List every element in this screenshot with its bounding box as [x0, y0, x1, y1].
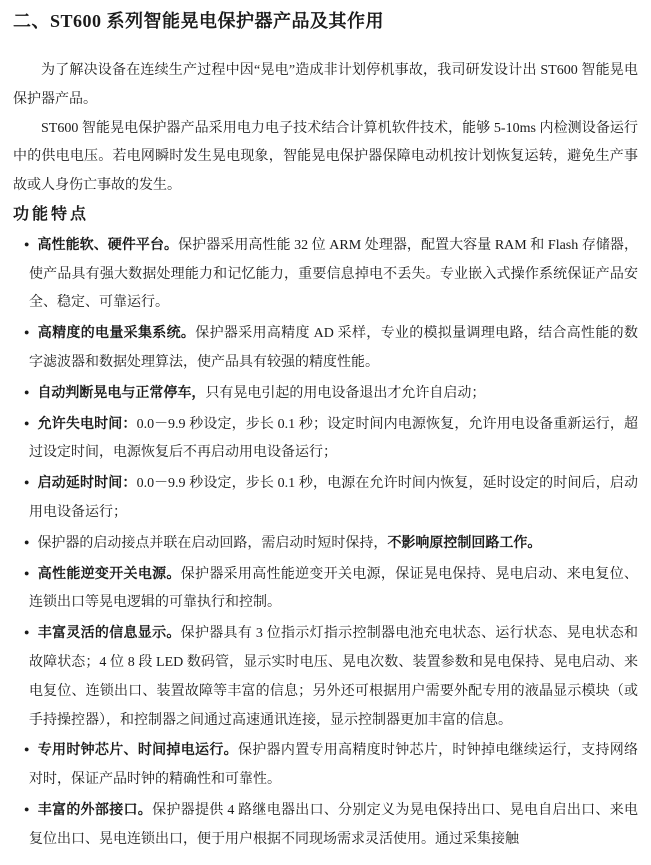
feature-body-text: 只有晃电引起的用电设备退出才允许自启动； — [205, 385, 486, 401]
feature-lead-text: 不影响原控制回路工作。 — [387, 535, 542, 551]
intro-paragraph-1: 为了解决设备在连续生产过程中因“晃电”造成非计划停机事故，我司研发设计出 ST600 智能晃电保护器产品。 — [13, 63, 638, 107]
feature-body-text: 0.0－9.9 秒设定，步长 0.1 秒；设定时间内电源恢复，允许用电设备重新运行，超过设定时间，电源恢复后不再启动用电设备运行； — [29, 416, 639, 461]
feature-item — [24, 618, 639, 735]
bullet-icon: ● — [24, 327, 30, 338]
intro-paragraph-2: ST600 智能晃电保护器产品采用电力电子技术结合计算机软件技术，能够 5-10ms 内检测设备运行中的供电电压。若电网瞬时发生晃电现象，智能晃电保护器保障电动机按计划恢复运转，避免生产事故或人身伤亡事故的发生。 — [13, 120, 638, 194]
feature-lead-text: 丰富灵活的信息显示。 — [37, 626, 181, 642]
bullet-icon: ● — [24, 744, 30, 755]
feature-item — [24, 795, 639, 855]
feature-lead-text: 丰富的外部接口。 — [37, 802, 153, 818]
bullet-icon: ● — [24, 238, 30, 249]
feature-item — [24, 318, 638, 378]
feature-body-text: 保护器提供 4 路继电器出口、分别定义为晃电保持出口、晃电自启出口、来电复位出口、晃电连锁出口，便于用户根据不同现场需求灵活使用。通过采集接触 — [29, 802, 639, 847]
feature-lead-text: 高性能软、硬件平台。 — [37, 237, 179, 253]
feature-item — [24, 528, 638, 559]
section-heading-features: 功能特点 — [13, 205, 90, 223]
feature-body-text: 保护器采用高精度 AD 采样，专业的模拟量调理电路，结合高性能的数字滤波器和数据处理算法，使产品具有较强的精度性能。 — [29, 326, 638, 370]
feature-body-text: 保护器采用高性能逆变开关电源，保证晃电保持、晃电启动、来电复位、连锁出口等晃电逻辑的可靠执行和控制。 — [29, 566, 639, 611]
feature-lead-text: 自动判断晃电与正常停车， — [37, 385, 206, 401]
bullet-icon: ● — [24, 477, 30, 488]
feature-item — [24, 409, 639, 469]
feature-body-text: 保护器采用高性能 32 位 ARM 处理器，配置大容量 RAM 和 Flash 存储器，使产品具有强大数据处理能力和记忆能力，重要信息掉电不丢失。专业嵌入式操作系统保证产品安全、稳定、可靠运行。 — [29, 237, 638, 311]
feature-lead-text: 专用时钟芯片、时间掉电运行。 — [37, 743, 238, 759]
bullet-icon: ● — [24, 536, 30, 547]
feature-body-text: 保护器具有 3 位指示灯指示控制器电池充电状态、运行状态、晃电状态和故障状态；4 位 8 段 LED 数码管，显示实时电压、晃电次数、装置参数和晃电保持、晃电启动、来电复位、连锁出口、装置故障等丰富的信息；另外还可根据用户需要外配专用的液晶显示模块（或手持操控器），和控制器之间通过高速通讯连接，显示控制器更加丰富的信息。 — [29, 626, 639, 728]
feature-item — [24, 735, 639, 795]
feature-list — [13, 230, 638, 855]
feature-item — [24, 468, 639, 528]
feature-lead-text: 高精度的电量采集系统。 — [37, 326, 196, 342]
feature-item — [24, 559, 639, 619]
feature-item — [24, 378, 638, 409]
feature-item — [24, 230, 638, 318]
bullet-icon: ● — [24, 386, 30, 397]
feature-body-text: 保护器内置专用高精度时钟芯片，时钟掉电继续运行，支持网络对时，保证产品时钟的精确性和可靠性。 — [29, 743, 639, 788]
bullet-icon: ● — [24, 417, 30, 428]
feature-lead-text: 启动延时时间： — [37, 476, 137, 492]
bullet-icon: ● — [24, 803, 30, 814]
feature-lead-text: 高性能逆变开关电源。 — [37, 566, 181, 582]
feature-lead-text: 允许失电时间： — [37, 416, 137, 432]
feature-body-text: 保护器的启动接点并联在启动回路，需启动时短时保持， — [37, 535, 388, 551]
bullet-icon: ● — [24, 627, 30, 638]
feature-body-text: 0.0－9.9 秒设定，步长 0.1 秒，电源在允许时间内恢复，延时设定的时间后，启动用电设备运行； — [29, 476, 639, 520]
bullet-icon: ● — [24, 567, 30, 578]
document-title: 二、ST600 系列智能晃电保护器产品及其作用 — [13, 11, 385, 31]
